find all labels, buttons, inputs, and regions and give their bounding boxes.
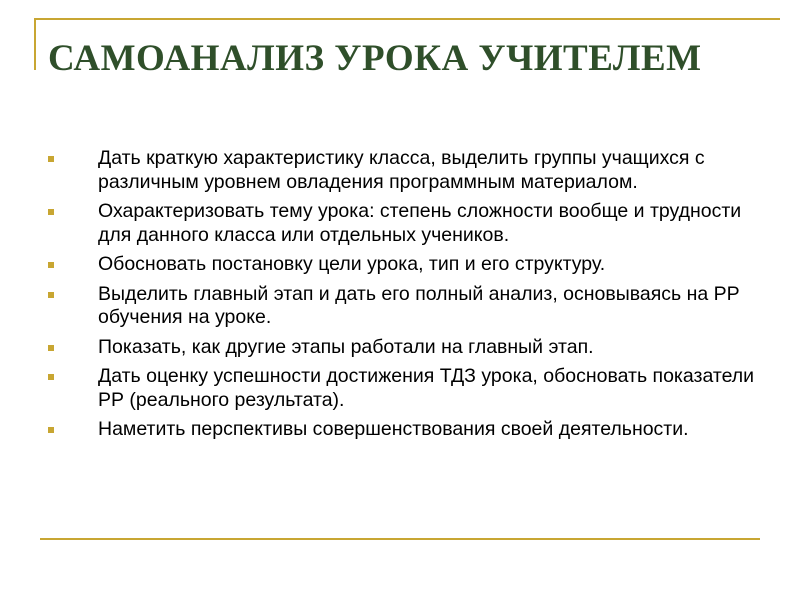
bullet-text: Дать краткую характеристику класса, выделить группы учащихся с различным уровнем овладения программным материалом. bbox=[98, 147, 705, 193]
bullet-item-6 bbox=[48, 365, 768, 412]
top-divider bbox=[34, 18, 780, 20]
bullet-item-7 bbox=[48, 418, 768, 442]
bullet-text: Наметить перспективы совершенствования своей деятельности. bbox=[98, 418, 689, 440]
square-bullet-icon bbox=[48, 427, 54, 433]
bullet-text: Выделить главный этап и дать его полный анализ, основываясь на РР обучения на уроке. bbox=[98, 282, 740, 328]
bullet-text: Обосновать постановку цели урока, тип и его структуру. bbox=[98, 253, 606, 275]
square-bullet-icon bbox=[48, 345, 54, 351]
bullet-item-3 bbox=[48, 253, 768, 277]
square-bullet-icon bbox=[48, 156, 54, 162]
bullet-item-2 bbox=[48, 200, 768, 247]
bullet-item-4 bbox=[48, 283, 768, 330]
bottom-divider bbox=[40, 538, 760, 540]
bullet-text: Показать, как другие этапы работали на главный этап. bbox=[98, 335, 594, 358]
square-bullet-icon bbox=[48, 209, 54, 215]
bullet-item-1 bbox=[48, 147, 768, 194]
slide-title: САМОАНАЛИЗ УРОКА УЧИТЕЛЕМ bbox=[48, 38, 702, 79]
square-bullet-icon bbox=[48, 262, 54, 268]
square-bullet-icon bbox=[48, 374, 54, 380]
bullet-item-5 bbox=[48, 336, 768, 360]
bullet-text: Дать оценку успешности достижения ТДЗ урока, обосновать показатели РР (реального результата). bbox=[98, 365, 755, 411]
bullet-list bbox=[48, 147, 768, 448]
bullet-text: Охарактеризовать тему урока: степень сложности вообще и трудности для данного класса или отдельных учеников. bbox=[98, 200, 742, 246]
left-divider bbox=[34, 18, 36, 70]
square-bullet-icon bbox=[48, 292, 54, 298]
